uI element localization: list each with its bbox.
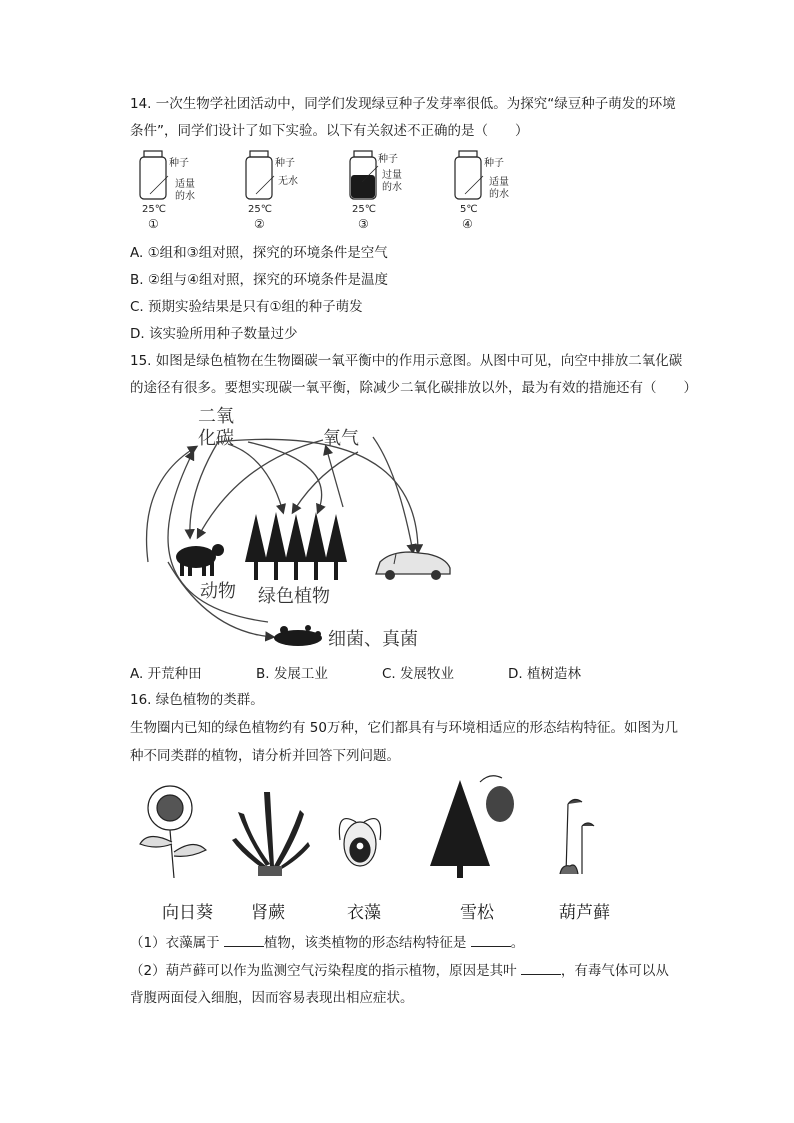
q16-sub2-part-a: （2）葫芦藓可以作为监测空气污染程度的指示植物，原因是其叶: [130, 963, 521, 979]
q15-stem-line1: 15. 如图是绿色植物在生物圈碳一氧平衡中的作用示意图。从图中可见，向空中排放二氧化碳: [130, 353, 683, 369]
chlamydomonas-icon: [339, 819, 380, 866]
q15-option-a: A. 开荒种田: [130, 666, 202, 682]
jar-3-temp: 25℃: [352, 204, 376, 215]
jar-1-water-label2: 的水: [175, 191, 195, 202]
plant-groups-figure: [130, 770, 610, 882]
jar-4-water-label2: 的水: [489, 189, 509, 200]
q16-sub1: [130, 932, 524, 953]
jar-3: [350, 151, 402, 231]
plant-label-chlamydomonas: 衣藻: [347, 903, 381, 923]
q16-sub2-blank[interactable]: [521, 960, 561, 975]
carbon-oxygen-diagram: [128, 402, 458, 652]
jar-4-seed-label: 种子: [484, 158, 504, 169]
o2-label: 氧气: [323, 428, 359, 449]
co2-label-line1: 二氧: [198, 406, 234, 427]
jar-1-water-label: 适量: [175, 179, 195, 190]
q16-sub2-part-b: ，有毒气体可以从: [560, 963, 669, 979]
co2-label-line2: 化碳: [198, 428, 234, 449]
plant-label-cedar: 雪松: [460, 903, 494, 923]
q14-option-a: A. ①组和③组对照，探究的环境条件是空气: [130, 245, 388, 261]
jar-1-number: ①: [148, 217, 159, 231]
animal-icon: [176, 544, 224, 576]
q16-sub1-part-b: 植物，该类植物的形态结构特征是: [263, 935, 471, 951]
q16-title: 16. 绿色植物的类群。: [130, 692, 264, 708]
microbes-label: 细菌、真菌: [328, 629, 418, 650]
q15-option-b: B. 发展工业: [256, 666, 328, 682]
jar-2-seed-label: 种子: [275, 158, 295, 169]
jar-2-number: ②: [254, 217, 265, 231]
trees-icon: [245, 512, 347, 580]
moss-icon: [560, 799, 594, 874]
q14-option-d: D. 该实验所用种子数量过少: [130, 326, 298, 342]
jar-3-seed-label: 种子: [378, 154, 398, 165]
q16-sub1-blank-2[interactable]: [471, 932, 511, 947]
jar-1-seed-label: 种子: [169, 158, 189, 169]
jar-3-number: ③: [358, 217, 369, 231]
jar-4-temp: 5℃: [460, 204, 478, 215]
jar-2: [246, 151, 298, 231]
jar-1: [140, 151, 195, 231]
microbes-icon: [274, 625, 322, 646]
plants-label: 绿色植物: [258, 586, 330, 607]
q14-stem-line1: 14. 一次生物学社团活动中，同学们发现绿豆种子发芽率很低。为探究“绿豆种子萌发的环境: [130, 96, 676, 112]
jar-3-water-label: 过量: [382, 170, 402, 181]
q16-sub1-part-c: 。: [510, 935, 525, 951]
q16-sub2: [130, 960, 669, 981]
flow-arrows: [147, 437, 418, 637]
q16-sub2-line2: 背腹两面侵入细胞，因而容易表现出相应症状。: [130, 990, 414, 1006]
jar-1-temp: 25℃: [142, 204, 166, 215]
car-icon: [376, 552, 450, 580]
plant-label-moss: 葫芦藓: [559, 903, 610, 923]
q16-intro-line1: 生物圈内已知的绿色植物约有 50万种，它们都具有与环境相适应的形态结构特征。如图为几: [130, 720, 678, 736]
sunflower-icon: [140, 786, 206, 878]
q16-intro-line2: 种不同类群的植物，请分析并回答下列问题。: [130, 748, 400, 764]
jar-4-water-label: 适量: [489, 177, 509, 188]
jar-4: [455, 151, 509, 231]
cedar-icon: [430, 776, 514, 878]
q14-option-c: C. 预期实验结果是只有①组的种子萌发: [130, 299, 363, 315]
q16-sub1-blank-1[interactable]: [224, 932, 264, 947]
q15-option-c: C. 发展牧业: [382, 666, 455, 682]
jar-2-water-label: 无水: [278, 176, 298, 187]
q14-stem-line2: 条件”，同学们设计了如下实验。以下有关叙述不正确的是（ ）: [130, 123, 529, 139]
plant-label-sunflower: 向日葵: [162, 903, 213, 923]
jar-4-number: ④: [462, 217, 473, 231]
plant-label-fern: 肾蕨: [251, 903, 285, 923]
jar-3-water-label2: 的水: [382, 182, 402, 193]
q15-stem-line2: 的途径有很多。要想实现碳一氧平衡，除减少二氧化碳排放以外，最为有效的措施还有（ ）: [130, 380, 697, 396]
q16-sub1-part-a: （1）衣藻属于: [130, 935, 224, 951]
fern-icon: [232, 792, 310, 876]
q14-experiment-figure: [128, 148, 548, 234]
animals-label: 动物: [200, 581, 236, 602]
q15-option-d: D. 植树造林: [508, 666, 581, 682]
jar-2-temp: 25℃: [248, 204, 272, 215]
q14-option-b: B. ②组与④组对照，探究的环境条件是温度: [130, 272, 389, 288]
